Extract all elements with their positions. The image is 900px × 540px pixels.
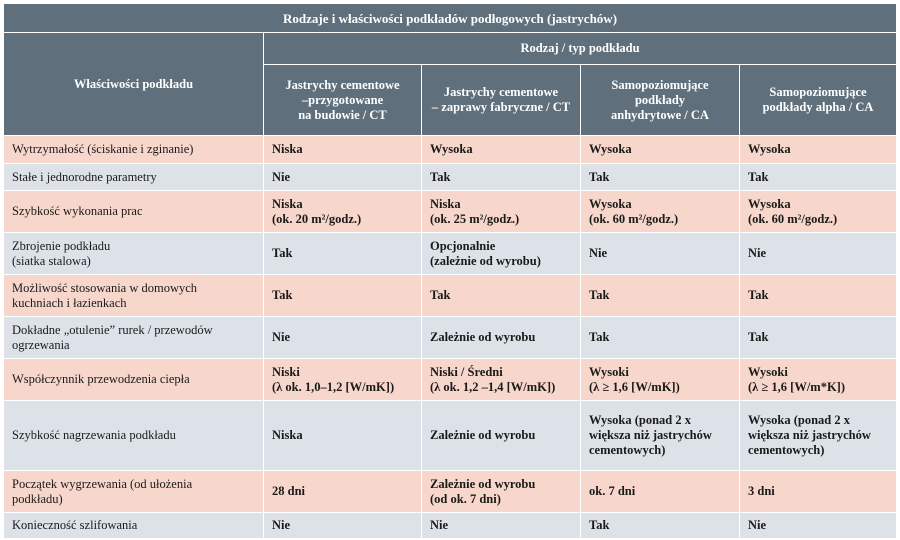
value-cell: Zależnie od wyrobu (od ok. 7 dni) <box>422 471 581 513</box>
value-cell: Nie <box>264 317 422 359</box>
table-row <box>4 513 897 539</box>
property-cell: Dokładne „otulenie” rurek / przewodów ogrzewania <box>4 317 264 359</box>
value-cell: Wysoka <box>740 136 897 164</box>
table-row <box>4 191 897 233</box>
value-cell: Tak <box>581 164 740 191</box>
table-row <box>4 401 897 471</box>
value-cell: Tak <box>740 275 897 317</box>
value-cell: Niska <box>264 136 422 164</box>
table-row <box>4 471 897 513</box>
value-cell: ok. 7 dni <box>581 471 740 513</box>
value-cell: Zależnie od wyrobu <box>422 317 581 359</box>
property-cell: Zbrojenie podkładu (siatka stalowa) <box>4 233 264 275</box>
property-cell: Współczynnik przewodzenia ciepła <box>4 359 264 401</box>
value-cell: Nie <box>581 233 740 275</box>
value-cell: Opcjonalnie (zależnie od wyrobu) <box>422 233 581 275</box>
table-row <box>4 233 897 275</box>
property-cell: Początek wygrzewania (od ułożenia podkładu) <box>4 471 264 513</box>
group-header-row <box>4 33 897 65</box>
table-row <box>4 164 897 191</box>
value-cell: Wysoki (λ ≥ 1,6 [W/mK]) <box>581 359 740 401</box>
table-title-row <box>4 4 897 33</box>
property-cell: Stałe i jednorodne parametry <box>4 164 264 191</box>
value-cell: Wysoki (λ ≥ 1,6 [W/m*K]) <box>740 359 897 401</box>
table-row <box>4 275 897 317</box>
value-cell: Wysoka (ponad 2 x większa niż jastrychów cementowych) <box>581 401 740 471</box>
column-header: Jastrychy cementowe –przygotowane na budowie / CT <box>264 65 422 136</box>
value-cell: Niska (ok. 20 m²/godz.) <box>264 191 422 233</box>
table-row <box>4 317 897 359</box>
value-cell: Wysoka (ok. 60 m²/godz.) <box>581 191 740 233</box>
property-cell: Szybkość wykonania prac <box>4 191 264 233</box>
property-cell: Konieczność szlifowania <box>4 513 264 539</box>
value-cell: Tak <box>581 275 740 317</box>
value-cell: Tak <box>264 275 422 317</box>
table-row <box>4 136 897 164</box>
value-cell: Tak <box>740 317 897 359</box>
value-cell: Wysoka (ok. 60 m²/godz.) <box>740 191 897 233</box>
value-cell: Wysoka <box>581 136 740 164</box>
value-cell: Tak <box>264 233 422 275</box>
value-cell: Tak <box>422 164 581 191</box>
property-column-header: Właściwości podkładu <box>4 33 264 136</box>
type-group-header: Rodzaj / typ podkładu <box>264 33 897 65</box>
value-cell: Niska <box>264 401 422 471</box>
value-cell: Tak <box>581 513 740 539</box>
value-cell: Wysoka (ponad 2 x większa niż jastrychów cementowych) <box>740 401 897 471</box>
value-cell: Zależnie od wyrobu <box>422 401 581 471</box>
properties-table-container <box>3 3 896 539</box>
value-cell: 3 dni <box>740 471 897 513</box>
value-cell: Nie <box>740 513 897 539</box>
property-cell: Możliwość stosowania w domowych kuchniach i łazienkach <box>4 275 264 317</box>
property-cell: Szybkość nagrzewania podkładu <box>4 401 264 471</box>
value-cell: Niski (λ ok. 1,0–1,2 [W/mK]) <box>264 359 422 401</box>
column-header: Samopoziomujące podkłady alpha / CA <box>740 65 897 136</box>
value-cell: Nie <box>264 513 422 539</box>
value-cell: Tak <box>581 317 740 359</box>
table-row <box>4 359 897 401</box>
value-cell: Nie <box>740 233 897 275</box>
table-title: Rodzaje i właściwości podkładów podłogowych (jastrychów) <box>4 4 897 33</box>
value-cell: Wysoka <box>422 136 581 164</box>
value-cell: 28 dni <box>264 471 422 513</box>
screed-properties-table <box>3 3 897 539</box>
value-cell: Nie <box>264 164 422 191</box>
column-header: Samopoziomujące podkłady anhydrytowe / CA <box>581 65 740 136</box>
value-cell: Tak <box>740 164 897 191</box>
value-cell: Tak <box>422 275 581 317</box>
value-cell: Nie <box>422 513 581 539</box>
value-cell: Niska (ok. 25 m²/godz.) <box>422 191 581 233</box>
column-header: Jastrychy cementowe – zaprawy fabryczne / CT <box>422 65 581 136</box>
value-cell: Niski / Średni (λ ok. 1,2 –1,4 [W/mK]) <box>422 359 581 401</box>
property-cell: Wytrzymałość (ściskanie i zginanie) <box>4 136 264 164</box>
